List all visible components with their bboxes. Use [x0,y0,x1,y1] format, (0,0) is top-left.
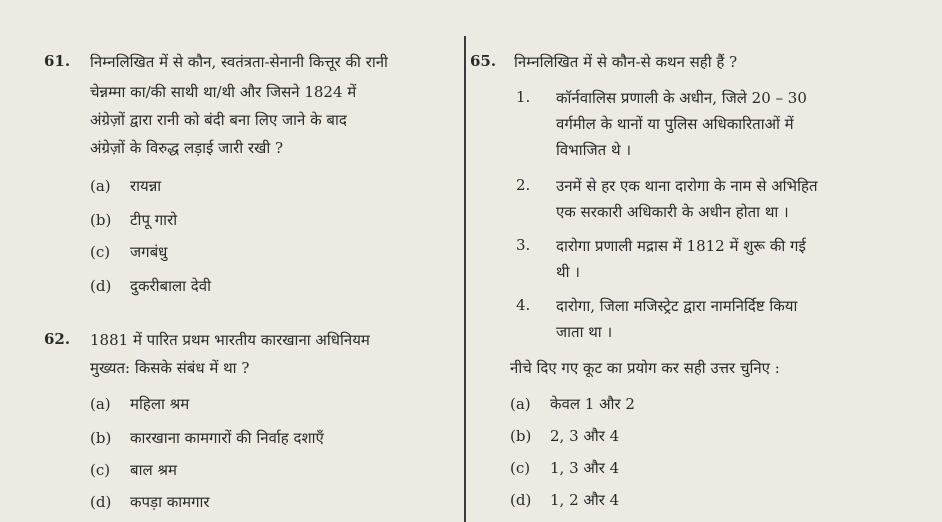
statement-text-line: जाता था । [556,323,613,341]
option-label: (d) [90,277,112,295]
option-a [510,394,635,414]
statement-number: 1. [516,88,531,106]
option-d [90,492,210,512]
option-a [90,394,189,414]
statement-text-line: दारोगा प्रणाली मद्रास में 1812 में शुरू की गई [556,237,806,255]
option-text: रायन्ना [130,177,162,195]
option-label: (a) [510,395,531,413]
option-c [90,460,177,480]
option-d [90,276,211,296]
option-label: (b) [90,211,112,229]
option-text: दुकरीबाला देवी [130,277,211,295]
option-label: (d) [90,493,112,511]
option-text: केवल 1 और 2 [550,395,635,413]
instruction-text: नीचे दिए गए कूट का प्रयोग कर सही उत्तर चुनिए : [510,359,780,377]
question-text-line: अंग्रेज़ों के विरुद्ध लड़ाई जारी रखी ? [90,139,284,157]
statement-text-line: दारोगा, जिला मजिस्ट्रेट द्वारा नामनिर्दिष्ट किया [556,297,798,315]
option-b [510,426,619,446]
statement-text-line: एक सरकारी अधिकारी के अधीन होता था । [556,203,789,221]
question-number: 62. [44,330,71,348]
option-text: कपड़ा कामगार [130,493,210,511]
option-label: (d) [510,491,532,509]
option-b [90,428,324,448]
option-text: जगबंधु [130,243,168,261]
option-c [510,458,619,478]
option-text: कारखाना कामगारों की निर्वाह दशाएँ [130,429,324,447]
question-number: 65. [470,52,497,70]
statement-number: 4. [516,296,531,314]
question-text-line: चेन्नम्मा का/की साथी था/थी और जिसने 1824 में [90,83,357,101]
option-text: 1, 3 और 4 [550,459,620,477]
option-c [90,242,167,262]
option-text: टीपू गारो [130,211,178,229]
option-text: महिला श्रम [130,395,190,413]
option-text: 1, 2 और 4 [550,491,620,509]
statement-text-line: वर्गमील के थानों या पुलिस अधिकारिताओं में [556,115,794,133]
question-title: निम्नलिखित में से कौन-से कथन सही हैं ? [514,53,738,71]
question-number: 61. [44,52,71,70]
question-text-line: अंग्रेज़ों द्वारा रानी को बंदी बना लिए जाने के बाद [90,111,347,129]
option-label: (c) [90,243,111,261]
option-label: (c) [90,461,111,479]
option-label: (a) [90,395,111,413]
option-label: (b) [90,429,112,447]
statement-number: 3. [516,236,531,254]
statement-text-line: उनमें से हर एक थाना दारोगा के नाम से अभिहित [556,177,818,195]
option-label: (b) [510,427,532,445]
statement-number: 2. [516,176,531,194]
option-text: 2, 3 और 4 [550,427,620,445]
option-text: बाल श्रम [130,461,177,479]
question-text-line: मुख्यत: किसके संबंध में था ? [90,359,250,377]
option-label: (a) [90,177,111,195]
statement-text-line: कॉर्नवालिस प्रणाली के अधीन, जिले 20 – 30 [556,89,807,107]
question-text-line: 1881 में पारित प्रथम भारतीय कारखाना अधिनियम [90,331,370,349]
statement-text-line: विभाजित थे । [556,141,632,159]
statement-text-line: थी । [556,263,580,281]
option-d [510,490,619,510]
column-divider [464,36,466,522]
question-text-line: निम्नलिखित में से कौन, स्वतंत्रता-सेनानी कित्तूर की रानी [90,53,388,71]
option-a [90,176,161,196]
option-b [90,210,177,230]
option-label: (c) [510,459,531,477]
